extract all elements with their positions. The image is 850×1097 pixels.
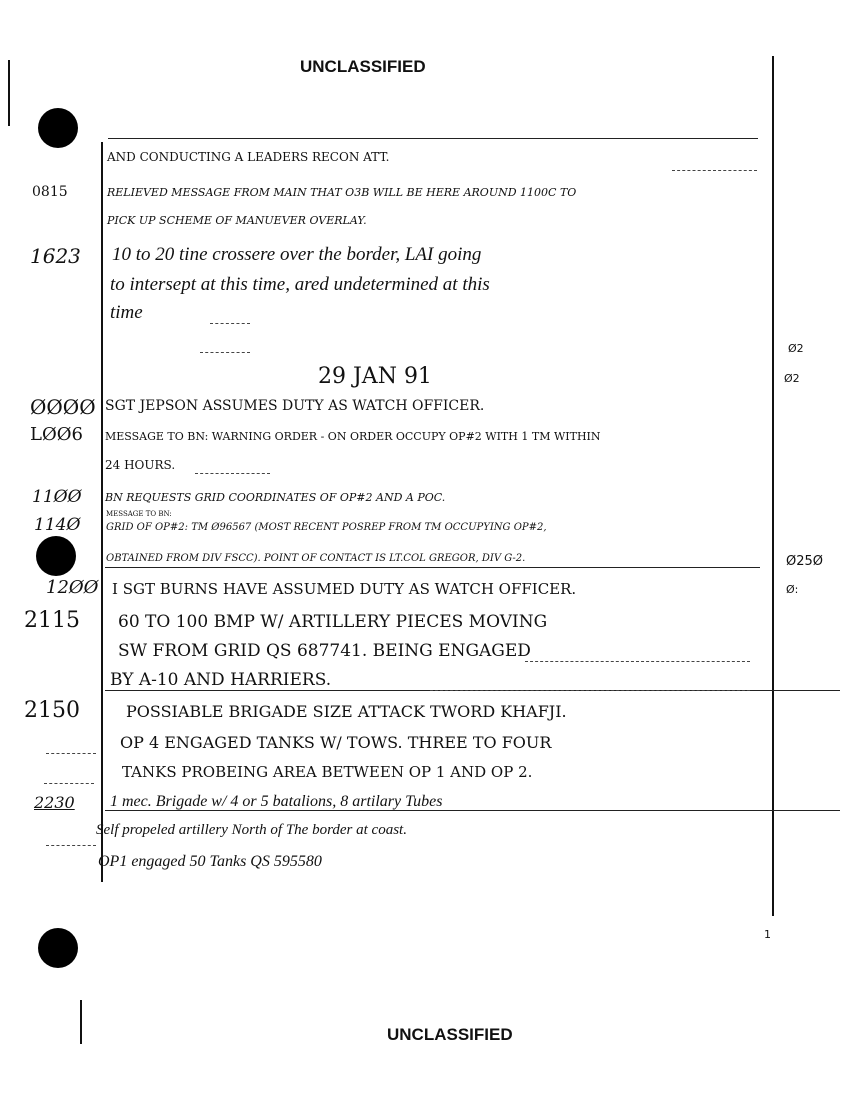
entry-line: to intersept at this time, ared undetermined at this <box>110 274 490 295</box>
binder-hole <box>38 928 78 968</box>
entry-line: 60 TO 100 BMP W/ ARTILLERY PIECES MOVING <box>118 612 548 632</box>
right-margin-rule <box>772 56 774 916</box>
margin-note: Ø: <box>786 583 799 596</box>
entry-line: 1 mec. Brigade w/ 4 or 5 batalions, 8 artilary Tubes <box>110 793 443 810</box>
fill-dash <box>200 352 250 353</box>
fill-dash <box>46 845 96 846</box>
entry-line: OP1 engaged 50 Tanks QS 595580 <box>98 853 322 870</box>
entry-time: 1623 <box>30 244 81 268</box>
entry-line: MESSAGE TO BN: <box>106 510 172 518</box>
entry-time: 0815 <box>32 184 68 200</box>
date-heading: 29 JAN 91 <box>318 364 432 389</box>
entry-line: OP 4 ENGAGED TANKS W/ TOWS. THREE TO FOUR <box>120 733 552 752</box>
fill-dash <box>46 753 96 754</box>
classification-footer: UNCLASSIFIED <box>387 1025 513 1044</box>
entry-time: ØØØØ <box>30 395 96 419</box>
entry-time: 114Ø <box>34 515 81 535</box>
entry-time: 11ØØ <box>32 487 82 507</box>
fill-dash <box>44 783 94 784</box>
left-edge-rule <box>8 60 10 126</box>
entry-line: RELIEVED MESSAGE FROM MAIN THAT O3B WILL BE HERE AROUND 1100C TO <box>107 186 577 199</box>
binder-hole <box>36 536 76 576</box>
fill-dash <box>195 473 270 474</box>
fill-dash <box>525 661 750 662</box>
entry-line: BY A-10 AND HARRIERS. <box>110 670 332 690</box>
top-rule <box>108 138 758 139</box>
margin-note: Ø25Ø <box>786 554 824 569</box>
entry-line: POSSIABLE BRIGADE SIZE ATTACK TWORD KHAFJI. <box>126 702 567 721</box>
classification-header: UNCLASSIFIED <box>300 57 426 76</box>
margin-note: Ø2 <box>788 342 804 355</box>
entry-line: time <box>110 302 143 323</box>
entry-time: 2230 <box>34 793 75 812</box>
entry-line: SW FROM GRID QS 687741. BEING ENGAGED <box>118 641 531 661</box>
binder-hole <box>38 108 78 148</box>
time-column-rule <box>101 142 103 882</box>
margin-note: Ø2 <box>784 372 800 385</box>
fill-dash <box>672 170 757 171</box>
entry-line: TANKS PROBEING AREA BETWEEN OP 1 AND OP 2. <box>122 763 533 781</box>
entry-line: AND CONDUCTING A LEADERS RECON ATT. <box>107 150 390 164</box>
entry-line: I SGT BURNS HAVE ASSUMED DUTY AS WATCH OFFICER. <box>112 580 577 598</box>
entry-line: MESSAGE TO BN: WARNING ORDER - ON ORDER OCCUPY OP#2 WITH 1 TM WITHIN <box>105 430 601 443</box>
footer-tick <box>80 1000 82 1044</box>
entry-line: 24 HOURS. <box>105 458 176 472</box>
fill-dash <box>430 690 750 691</box>
entry-line: 10 to 20 tine crossere over the border, LAI going <box>112 244 482 265</box>
entry-line: BN REQUESTS GRID COORDINATES OF OP#2 AND A POC. <box>105 491 446 504</box>
entry-time: 2150 <box>24 698 80 723</box>
entry-line: OBTAINED FROM DIV FSCC). POINT OF CONTACT IS LT.COL GREGOR, DIV G-2. <box>106 553 526 564</box>
entry-line: PICK UP SCHEME OF MANUEVER OVERLAY. <box>107 214 367 227</box>
entry-time: LØØ6 <box>30 424 83 445</box>
entry-line: GRID OF OP#2: TM Ø96567 (MOST RECENT POSREP FROM TM OCCUPYING OP#2, <box>106 522 547 533</box>
entry-time: 12ØØ <box>46 577 99 598</box>
entry-line: SGT JEPSON ASSUMES DUTY AS WATCH OFFICER. <box>105 398 485 414</box>
page-number: 1 <box>764 928 771 941</box>
entry-time: 2115 <box>24 608 80 633</box>
entry-line: Self propeled artillery North of The border at coast. <box>96 822 407 838</box>
entry-rule <box>105 567 760 568</box>
fill-dash <box>210 323 250 324</box>
